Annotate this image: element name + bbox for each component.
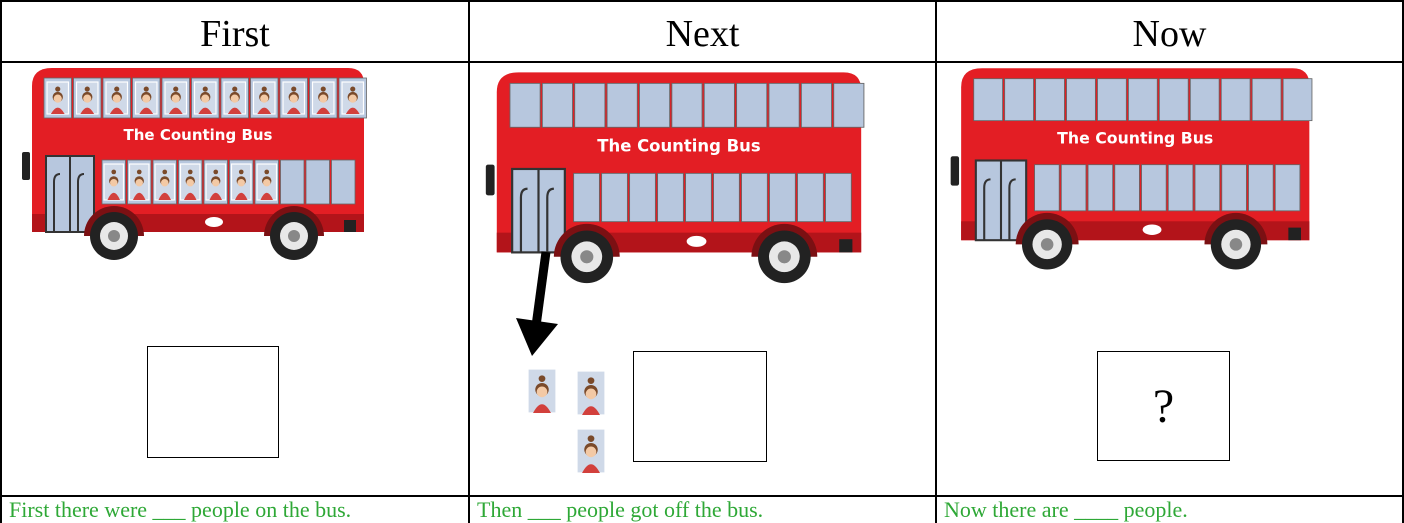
window (575, 83, 605, 127)
person-icon (283, 82, 305, 114)
bus-first (18, 64, 368, 269)
window (974, 79, 1003, 121)
window (769, 83, 799, 127)
window (574, 173, 600, 221)
person-icon (528, 369, 556, 413)
bus-title: The Counting Bus (123, 126, 273, 144)
window (658, 173, 684, 221)
person-icon (206, 164, 226, 200)
window (1195, 165, 1220, 211)
person-icon (224, 82, 246, 114)
border-top (0, 0, 1404, 2)
header-first: First (200, 13, 270, 55)
answer-box-first[interactable] (147, 346, 279, 458)
window (1115, 165, 1140, 211)
bus-light (1288, 228, 1301, 241)
bus-light (344, 220, 356, 232)
person-icon (342, 82, 364, 114)
window (826, 173, 852, 221)
person-icon (104, 164, 124, 200)
bus-logo-icon (205, 217, 223, 227)
window (1190, 79, 1219, 121)
upper-deck-windows (510, 83, 864, 127)
mirror-icon (22, 152, 30, 180)
person-icon (136, 82, 158, 114)
window (510, 83, 540, 127)
down-arrow-icon (510, 248, 570, 360)
window (801, 83, 831, 127)
mirror-icon (486, 165, 495, 196)
window (1275, 165, 1300, 211)
window (1249, 165, 1274, 211)
answer-box-next[interactable] (633, 351, 767, 462)
window (1222, 165, 1247, 211)
person-icon (257, 164, 277, 200)
window (737, 83, 767, 127)
window (639, 83, 669, 127)
person-icon (254, 82, 276, 114)
window (1036, 79, 1065, 121)
window (602, 173, 628, 221)
window (798, 173, 824, 221)
window (704, 83, 734, 127)
person-icon (47, 82, 69, 114)
window (281, 160, 305, 204)
person-icon (130, 164, 150, 200)
bus-now (945, 64, 1315, 279)
bus-title: The Counting Bus (1057, 128, 1214, 148)
mirror-icon (951, 156, 959, 185)
window (1252, 79, 1281, 121)
person-icon (527, 368, 557, 414)
caption-now: Now there are ____ people. (944, 497, 1188, 522)
bus-title: The Counting Bus (597, 136, 761, 156)
window (686, 173, 712, 221)
window (1035, 165, 1060, 211)
window (306, 160, 330, 204)
window (1097, 79, 1126, 121)
person-icon (232, 164, 252, 200)
person-icon (106, 82, 128, 114)
answer-box-now[interactable]: ? (1097, 351, 1230, 461)
person-icon (576, 370, 606, 416)
person-icon (313, 82, 335, 114)
window (332, 160, 356, 204)
upper-deck-windows (974, 79, 1312, 121)
person-icon (576, 428, 606, 474)
window (672, 83, 702, 127)
window (742, 173, 768, 221)
person-icon (195, 82, 217, 114)
caption-next: Then ___ people got off the bus. (477, 497, 764, 522)
person-icon (77, 82, 99, 114)
window (1128, 79, 1157, 121)
bus-light (839, 239, 852, 252)
border-header-bottom (0, 61, 1404, 63)
window (1168, 165, 1193, 211)
header-now: Now (1132, 13, 1207, 55)
bus-logo-icon (687, 236, 707, 247)
window (714, 173, 740, 221)
window (1283, 79, 1312, 121)
person-icon (155, 164, 175, 200)
window (607, 83, 637, 127)
window (542, 83, 572, 127)
border-col-divider-1 (468, 0, 470, 523)
person-icon (181, 164, 201, 200)
person-icon (577, 371, 605, 415)
border-left (0, 0, 2, 523)
border-col-divider-2 (935, 0, 937, 523)
caption-first: First there were ___ people on the bus. (9, 497, 352, 522)
header-next: Next (665, 13, 740, 55)
person-icon (165, 82, 187, 114)
window (1088, 165, 1113, 211)
window (770, 173, 796, 221)
window (630, 173, 656, 221)
bus-logo-icon (1143, 224, 1162, 234)
window (1061, 165, 1086, 211)
window (1159, 79, 1188, 121)
window (1221, 79, 1250, 121)
window (1142, 165, 1167, 211)
window (1005, 79, 1034, 121)
person-icon (577, 429, 605, 473)
window (834, 83, 864, 127)
window (1067, 79, 1096, 121)
